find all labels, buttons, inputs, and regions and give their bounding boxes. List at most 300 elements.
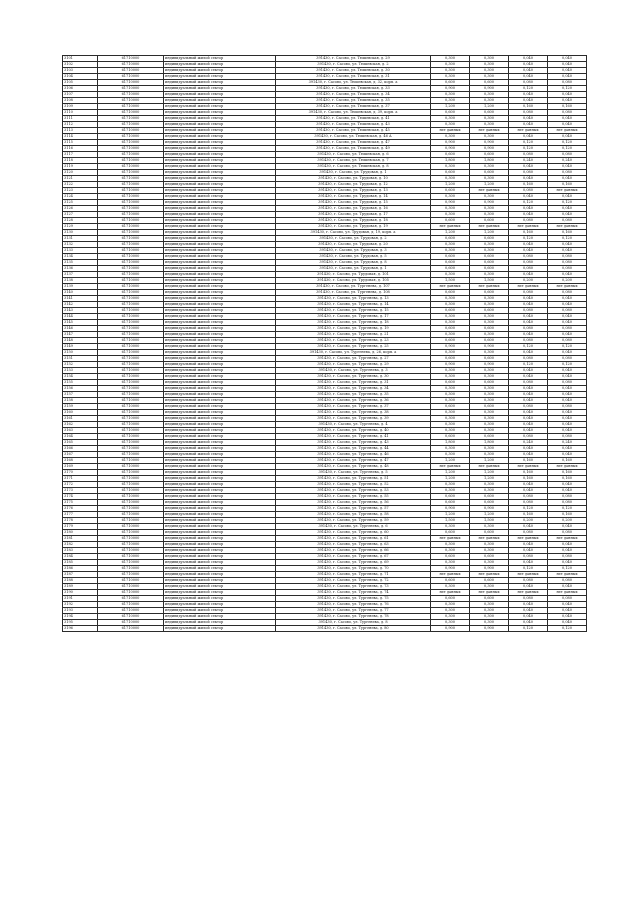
- okato-code-cell: 61710000: [98, 182, 164, 188]
- value-1-cell: нет данных: [431, 284, 470, 290]
- row-number-cell: 3157: [63, 392, 98, 398]
- address-cell: 391430, г. Сасово, ул. Тюшевская, д. 33: [276, 86, 431, 92]
- value-4-cell: 0,120: [548, 626, 587, 632]
- address-cell: 391430, г. Сасово, ул. Тургенева, д. 14: [276, 302, 431, 308]
- address-cell: 391430, г. Сасово, ул. Трудовая, д. 105: [276, 278, 431, 284]
- sector-cell: индивидуальный жилой сектор: [164, 212, 276, 218]
- value-1-cell: 0,300: [431, 122, 470, 128]
- sector-cell: индивидуальный жилой сектор: [164, 446, 276, 452]
- sector-cell: индивидуальный жилой сектор: [164, 200, 276, 206]
- value-4-cell: 0,040: [548, 176, 587, 182]
- okato-code-cell: 61710000: [98, 446, 164, 452]
- value-4-cell: 0,080: [548, 530, 587, 536]
- value-1-cell: 1,800: [431, 158, 470, 164]
- row-number-cell: 3194: [63, 614, 98, 620]
- sector-cell: индивидуальный жилой сектор: [164, 338, 276, 344]
- row-number-cell: 3103: [63, 68, 98, 74]
- value-1-cell: нет данных: [431, 536, 470, 542]
- sector-cell: индивидуальный жилой сектор: [164, 254, 276, 260]
- value-3-cell: 0,040: [509, 602, 548, 608]
- row-number-cell: 3101: [63, 56, 98, 62]
- row-number-cell: 3118: [63, 158, 98, 164]
- value-3-cell: 0,200: [509, 278, 548, 284]
- value-4-cell: 0,040: [548, 386, 587, 392]
- row-number-cell: 3150: [63, 350, 98, 356]
- value-4-cell: 0,040: [548, 398, 587, 404]
- address-cell: 391430, г. Сасово, ул. Тургенева, д. 60: [276, 530, 431, 536]
- value-2-cell: 0,300: [470, 422, 509, 428]
- okato-code-cell: 61710000: [98, 536, 164, 542]
- okato-code-cell: 61710000: [98, 122, 164, 128]
- value-2-cell: 0,900: [470, 200, 509, 206]
- sector-cell: индивидуальный жилой сектор: [164, 302, 276, 308]
- value-4-cell: 0,040: [548, 602, 587, 608]
- sector-cell: индивидуальный жилой сектор: [164, 620, 276, 626]
- sector-cell: индивидуальный жилой сектор: [164, 62, 276, 68]
- address-cell: 391430, г. Сасово, ул. Тургенева, д. 36: [276, 398, 431, 404]
- row-number-cell: 3112: [63, 122, 98, 128]
- value-2-cell: 0,300: [470, 374, 509, 380]
- row-number-cell: 3119: [63, 164, 98, 170]
- address-cell: 391430, г. Сасово, ул. Трудовая, д. 20: [276, 242, 431, 248]
- okato-code-cell: 61710000: [98, 338, 164, 344]
- value-2-cell: 1,200: [470, 470, 509, 476]
- value-4-cell: 0,120: [548, 146, 587, 152]
- value-3-cell: 0,080: [509, 578, 548, 584]
- value-2-cell: 0,600: [470, 152, 509, 158]
- row-number-cell: 3113: [63, 128, 98, 134]
- value-1-cell: 0,600: [431, 380, 470, 386]
- row-number-cell: 3163: [63, 428, 98, 434]
- sector-cell: индивидуальный жилой сектор: [164, 248, 276, 254]
- value-4-cell: нет данных: [548, 128, 587, 134]
- row-number-cell: 3169: [63, 464, 98, 470]
- value-3-cell: нет данных: [509, 128, 548, 134]
- value-1-cell: 0,600: [431, 596, 470, 602]
- address-cell: 391430, г. Сасово, ул. Тургенева, д. 52: [276, 482, 431, 488]
- sector-cell: индивидуальный жилой сектор: [164, 194, 276, 200]
- value-4-cell: 0,040: [548, 548, 587, 554]
- address-cell: 391430, г. Сасово, ул. Тюшевская, д. 32, корп. а: [276, 80, 431, 86]
- value-2-cell: 0,300: [470, 332, 509, 338]
- okato-code-cell: 61710000: [98, 356, 164, 362]
- address-cell: 391430, г. Сасово, ул. Тюшевская, д. 46 А: [276, 134, 431, 140]
- value-2-cell: 0,300: [470, 116, 509, 122]
- value-3-cell: 0,080: [509, 434, 548, 440]
- value-2-cell: 0,600: [470, 494, 509, 500]
- sector-cell: индивидуальный жилой сектор: [164, 428, 276, 434]
- okato-code-cell: 61710000: [98, 260, 164, 266]
- value-1-cell: 0,600: [431, 260, 470, 266]
- value-3-cell: 0,040: [509, 620, 548, 626]
- value-4-cell: 0,040: [548, 620, 587, 626]
- sector-cell: индивидуальный жилой сектор: [164, 482, 276, 488]
- value-1-cell: 0,300: [431, 332, 470, 338]
- address-cell: 391430, г. Сасово, ул. Трудовая, д. 2: [276, 236, 431, 242]
- value-2-cell: нет данных: [470, 224, 509, 230]
- value-2-cell: нет данных: [470, 590, 509, 596]
- okato-code-cell: 61710000: [98, 326, 164, 332]
- value-3-cell: 0,080: [509, 254, 548, 260]
- value-1-cell: 0,600: [431, 356, 470, 362]
- value-1-cell: 0,300: [431, 206, 470, 212]
- value-1-cell: 0,300: [431, 320, 470, 326]
- value-3-cell: 0,040: [509, 452, 548, 458]
- address-cell: 391430, г. Сасово, ул. Тургенева, д. 21: [276, 332, 431, 338]
- value-2-cell: нет данных: [470, 464, 509, 470]
- sector-cell: индивидуальный жилой сектор: [164, 224, 276, 230]
- row-number-cell: 3130: [63, 230, 98, 236]
- value-1-cell: 0,600: [431, 578, 470, 584]
- value-2-cell: 0,300: [470, 164, 509, 170]
- address-cell: 391430, г. Сасово, ул. Тургенева, д. 73: [276, 584, 431, 590]
- value-2-cell: 0,600: [470, 308, 509, 314]
- address-cell: 391430, г. Сасово, ул. Трудовая, д. 1: [276, 170, 431, 176]
- value-3-cell: 0,160: [509, 470, 548, 476]
- address-cell: 391430, г. Сасово, ул. Тургенева, д. 6: [276, 524, 431, 530]
- value-1-cell: 0,300: [431, 374, 470, 380]
- value-2-cell: 0,300: [470, 524, 509, 530]
- address-cell: 391430, г. Сасово, ул. Тургенева, д. 59: [276, 518, 431, 524]
- okato-code-cell: 61710000: [98, 392, 164, 398]
- sector-cell: индивидуальный жилой сектор: [164, 116, 276, 122]
- row-number-cell: 3148: [63, 338, 98, 344]
- okato-code-cell: 61710000: [98, 410, 164, 416]
- okato-code-cell: 61710000: [98, 524, 164, 530]
- address-cell: 391430, г. Сасово, ул. Тургенева, д. 5: [276, 470, 431, 476]
- value-1-cell: 1,200: [431, 512, 470, 518]
- address-cell: 391430, г. Сасово, ул. Тургенева, д. 72: [276, 578, 431, 584]
- value-1-cell: 1,200: [431, 476, 470, 482]
- okato-code-cell: 61710000: [98, 218, 164, 224]
- sector-cell: индивидуальный жилой сектор: [164, 518, 276, 524]
- value-3-cell: 0,040: [509, 482, 548, 488]
- row-number-cell: 3136: [63, 266, 98, 272]
- value-1-cell: 0,600: [431, 404, 470, 410]
- value-3-cell: 0,040: [509, 134, 548, 140]
- sector-cell: индивидуальный жилой сектор: [164, 596, 276, 602]
- value-1-cell: 0,600: [431, 434, 470, 440]
- okato-code-cell: 61710000: [98, 500, 164, 506]
- value-3-cell: 0,040: [509, 584, 548, 590]
- value-4-cell: 0,040: [548, 98, 587, 104]
- address-cell: 391430, г. Сасово, ул. Трудовая, д. 15: [276, 200, 431, 206]
- value-4-cell: 0,040: [548, 416, 587, 422]
- value-2-cell: нет данных: [470, 572, 509, 578]
- address-cell: 391430, г. Сасово, ул. Тургенева, д. 67: [276, 554, 431, 560]
- address-cell: 391430, г. Сасово, ул. Тургенева, д. 107: [276, 284, 431, 290]
- okato-code-cell: 61710000: [98, 482, 164, 488]
- value-3-cell: 0,120: [509, 344, 548, 350]
- value-2-cell: 0,900: [470, 86, 509, 92]
- value-1-cell: 0,300: [431, 212, 470, 218]
- address-cell: 391430, г. Сасово, ул. Тургенева, д. 56: [276, 500, 431, 506]
- sector-cell: индивидуальный жилой сектор: [164, 584, 276, 590]
- value-2-cell: 0,600: [470, 338, 509, 344]
- address-cell: 391430, г. Сасово, ул. Тюшевская, д. 47: [276, 140, 431, 146]
- value-1-cell: 0,300: [431, 248, 470, 254]
- address-cell: 391430, г. Сасово, ул. Трудовая, д. 17: [276, 212, 431, 218]
- sector-cell: индивидуальный жилой сектор: [164, 98, 276, 104]
- address-cell: 391430, г. Сасово, ул. Тургенева, д. 30: [276, 374, 431, 380]
- address-cell: 391430, г. Сасово, ул. Тюшевская, д. 8: [276, 164, 431, 170]
- value-4-cell: 0,080: [548, 404, 587, 410]
- value-4-cell: 0,160: [548, 470, 587, 476]
- row-number-cell: 3102: [63, 62, 98, 68]
- row-number-cell: 3117: [63, 152, 98, 158]
- value-3-cell: 0,040: [509, 116, 548, 122]
- row-number-cell: 3175: [63, 500, 98, 506]
- value-3-cell: нет данных: [509, 536, 548, 542]
- row-number-cell: 3153: [63, 368, 98, 374]
- okato-code-cell: 61710000: [98, 422, 164, 428]
- value-1-cell: 0,300: [431, 608, 470, 614]
- address-cell: 391430, г. Сасово, ул. Тургенева, д. 78: [276, 614, 431, 620]
- value-2-cell: 0,300: [470, 320, 509, 326]
- okato-code-cell: 61710000: [98, 140, 164, 146]
- okato-code-cell: 61710000: [98, 272, 164, 278]
- sector-cell: индивидуальный жилой сектор: [164, 314, 276, 320]
- sector-cell: индивидуальный жилой сектор: [164, 242, 276, 248]
- value-3-cell: 0,040: [509, 98, 548, 104]
- value-4-cell: 0,040: [548, 428, 587, 434]
- value-2-cell: 0,600: [470, 434, 509, 440]
- address-cell: 391430, г. Сасово, ул. Трудовая, д. 10: [276, 176, 431, 182]
- sector-cell: индивидуальный жилой сектор: [164, 170, 276, 176]
- sector-cell: индивидуальный жилой сектор: [164, 572, 276, 578]
- okato-code-cell: 61710000: [98, 176, 164, 182]
- address-cell: 391430, г. Сасово, ул. Тургенева, д. 77: [276, 608, 431, 614]
- value-1-cell: 0,300: [431, 56, 470, 62]
- value-4-cell: 0,040: [548, 332, 587, 338]
- value-1-cell: 1,500: [431, 278, 470, 284]
- okato-code-cell: 61710000: [98, 242, 164, 248]
- row-number-cell: 3184: [63, 554, 98, 560]
- value-2-cell: 1,800: [470, 158, 509, 164]
- value-3-cell: 0,040: [509, 320, 548, 326]
- sector-cell: индивидуальный жилой сектор: [164, 290, 276, 296]
- value-3-cell: 0,040: [509, 488, 548, 494]
- value-3-cell: 0,080: [509, 554, 548, 560]
- address-cell: 391430, г. Сасово, ул. Трудовая, д. 16: [276, 206, 431, 212]
- okato-code-cell: 61710000: [98, 248, 164, 254]
- row-number-cell: 3126: [63, 206, 98, 212]
- value-4-cell: 0,040: [548, 74, 587, 80]
- okato-code-cell: 61710000: [98, 578, 164, 584]
- value-1-cell: 0,600: [431, 554, 470, 560]
- row-number-cell: 3186: [63, 566, 98, 572]
- okato-code-cell: 61710000: [98, 590, 164, 596]
- address-cell: 391430, г. Сасово, ул. Тургенева, д. 27: [276, 356, 431, 362]
- value-3-cell: 0,080: [509, 380, 548, 386]
- okato-code-cell: 61710000: [98, 86, 164, 92]
- sector-cell: индивидуальный жилой сектор: [164, 476, 276, 482]
- value-4-cell: 0,080: [548, 308, 587, 314]
- value-4-cell: 0,040: [548, 194, 587, 200]
- value-2-cell: 0,300: [470, 242, 509, 248]
- sector-cell: индивидуальный жилой сектор: [164, 68, 276, 74]
- okato-code-cell: 61710000: [98, 548, 164, 554]
- sector-cell: индивидуальный жилой сектор: [164, 146, 276, 152]
- sector-cell: индивидуальный жилой сектор: [164, 380, 276, 386]
- value-1-cell: 0,600: [431, 326, 470, 332]
- value-4-cell: нет данных: [548, 536, 587, 542]
- address-cell: 391430, г. Сасово, ул. Тургенева, д. 3: [276, 368, 431, 374]
- row-number-cell: 3146: [63, 326, 98, 332]
- address-cell: 391430, г. Сасово, ул. Тюшевская, д. 37: [276, 104, 431, 110]
- address-cell: 391430, г. Сасово, ул. Трудовая, д. 101: [276, 272, 431, 278]
- value-2-cell: 0,900: [470, 362, 509, 368]
- address-cell: 391430, г. Сасово, ул. Тургенева, д. 4: [276, 422, 431, 428]
- okato-code-cell: 61710000: [98, 344, 164, 350]
- value-2-cell: 0,600: [470, 110, 509, 116]
- value-4-cell: 0,040: [548, 62, 587, 68]
- value-4-cell: 0,040: [548, 584, 587, 590]
- value-1-cell: 1,800: [431, 440, 470, 446]
- value-2-cell: 0,300: [470, 212, 509, 218]
- value-3-cell: 0,040: [509, 92, 548, 98]
- value-3-cell: 0,120: [509, 626, 548, 632]
- okato-code-cell: 61710000: [98, 440, 164, 446]
- value-2-cell: 0,600: [470, 218, 509, 224]
- okato-code-cell: 61710000: [98, 362, 164, 368]
- value-2-cell: 0,300: [470, 398, 509, 404]
- address-cell: 391430, г. Сасово, ул. Тургенева, д. 108: [276, 290, 431, 296]
- address-cell: 391430, г. Сасово, ул. Трудовая, д. 12: [276, 182, 431, 188]
- value-4-cell: 0,120: [548, 362, 587, 368]
- address-cell: 391430, г. Сасово, ул. Тургенева, д. 63: [276, 542, 431, 548]
- value-4-cell: 0,120: [548, 566, 587, 572]
- value-4-cell: 0,040: [548, 122, 587, 128]
- okato-code-cell: 61710000: [98, 320, 164, 326]
- value-2-cell: 0,300: [470, 620, 509, 626]
- value-1-cell: 0,300: [431, 98, 470, 104]
- value-2-cell: 0,300: [470, 452, 509, 458]
- address-cell: 391430, г. Сасово, ул. Трудовая, д. 14: [276, 194, 431, 200]
- value-3-cell: нет данных: [509, 464, 548, 470]
- row-number-cell: 3154: [63, 374, 98, 380]
- okato-code-cell: 61710000: [98, 620, 164, 626]
- value-1-cell: 0,300: [431, 428, 470, 434]
- value-4-cell: 0,120: [548, 140, 587, 146]
- value-2-cell: 0,600: [470, 266, 509, 272]
- address-cell: 391430, г. Сасово, ул. Тургенева, д. 18: [276, 320, 431, 326]
- okato-code-cell: 61710000: [98, 428, 164, 434]
- sector-cell: индивидуальный жилой сектор: [164, 278, 276, 284]
- row-number-cell: 3104: [63, 74, 98, 80]
- value-3-cell: 0,040: [509, 422, 548, 428]
- value-1-cell: 1,200: [431, 470, 470, 476]
- sector-cell: индивидуальный жилой сектор: [164, 542, 276, 548]
- value-1-cell: 0,900: [431, 200, 470, 206]
- value-1-cell: 0,300: [431, 488, 470, 494]
- sector-cell: индивидуальный жилой сектор: [164, 104, 276, 110]
- value-3-cell: 0,040: [509, 248, 548, 254]
- value-3-cell: 0,040: [509, 392, 548, 398]
- row-number-cell: 3156: [63, 386, 98, 392]
- okato-code-cell: 61710000: [98, 518, 164, 524]
- row-number-cell: 3125: [63, 200, 98, 206]
- value-3-cell: 0,040: [509, 416, 548, 422]
- sector-cell: индивидуальный жилой сектор: [164, 434, 276, 440]
- okato-code-cell: 61710000: [98, 254, 164, 260]
- value-1-cell: 0,300: [431, 416, 470, 422]
- address-cell: 391430, г. Сасово, ул. Тургенева, д. 44: [276, 446, 431, 452]
- value-1-cell: 0,900: [431, 566, 470, 572]
- value-3-cell: 0,040: [509, 446, 548, 452]
- value-4-cell: 0,120: [548, 200, 587, 206]
- value-2-cell: 0,300: [470, 194, 509, 200]
- value-3-cell: 0,040: [509, 206, 548, 212]
- okato-code-cell: 61710000: [98, 626, 164, 632]
- value-1-cell: 0,900: [431, 362, 470, 368]
- sector-cell: индивидуальный жилой сектор: [164, 470, 276, 476]
- row-number-cell: 3177: [63, 512, 98, 518]
- row-number-cell: 3128: [63, 218, 98, 224]
- sector-cell: индивидуальный жилой сектор: [164, 422, 276, 428]
- address-cell: 391430, г. Сасово, ул. Тургенева, д. 40: [276, 428, 431, 434]
- sector-cell: индивидуальный жилой сектор: [164, 236, 276, 242]
- value-1-cell: 0,300: [431, 560, 470, 566]
- okato-code-cell: 61710000: [98, 350, 164, 356]
- table-row: [63, 626, 587, 632]
- sector-cell: индивидуальный жилой сектор: [164, 362, 276, 368]
- okato-code-cell: 61710000: [98, 152, 164, 158]
- value-2-cell: 0,600: [470, 356, 509, 362]
- value-3-cell: 0,160: [509, 476, 548, 482]
- address-cell: 391430, г. Сасово, ул. Тюшевская, д. 31: [276, 74, 431, 80]
- sector-cell: индивидуальный жилой сектор: [164, 260, 276, 266]
- value-1-cell: нет данных: [431, 128, 470, 134]
- value-3-cell: 0,040: [509, 560, 548, 566]
- value-3-cell: 0,080: [509, 170, 548, 176]
- okato-code-cell: 61710000: [98, 266, 164, 272]
- sector-cell: индивидуальный жилой сектор: [164, 608, 276, 614]
- okato-code-cell: 61710000: [98, 386, 164, 392]
- address-cell: 391430, г. Сасово, ул. Тюшевская, д. 35: [276, 98, 431, 104]
- row-number-cell: 3110: [63, 110, 98, 116]
- sector-cell: индивидуальный жилой сектор: [164, 416, 276, 422]
- value-1-cell: 0,300: [431, 422, 470, 428]
- value-4-cell: 0,040: [548, 410, 587, 416]
- row-number-cell: 3179: [63, 524, 98, 530]
- row-number-cell: 3127: [63, 212, 98, 218]
- row-number-cell: 3151: [63, 356, 98, 362]
- row-number-cell: 3178: [63, 518, 98, 524]
- value-3-cell: 0,080: [509, 500, 548, 506]
- value-1-cell: 0,300: [431, 392, 470, 398]
- okato-code-cell: 61710000: [98, 416, 164, 422]
- address-cell: 391430, г. Сасово, ул. Трудовая, д. 5: [276, 254, 431, 260]
- value-4-cell: нет данных: [548, 464, 587, 470]
- sector-cell: индивидуальный жилой сектор: [164, 602, 276, 608]
- value-1-cell: 1,200: [431, 104, 470, 110]
- address-cell: 391430, г. Сасово, ул. Тургенева, д. 74: [276, 590, 431, 596]
- value-4-cell: 0,040: [548, 422, 587, 428]
- sector-cell: индивидуальный жилой сектор: [164, 458, 276, 464]
- value-1-cell: 0,300: [431, 614, 470, 620]
- value-3-cell: 0,200: [509, 518, 548, 524]
- row-number-cell: 3105: [63, 80, 98, 86]
- address-cell: 391430, г. Сасово, ул. Тургенева, д. 19: [276, 326, 431, 332]
- address-cell: 391430, г. Сасово, ул. Тургенева, д. 17: [276, 314, 431, 320]
- value-2-cell: 1,200: [470, 512, 509, 518]
- row-number-cell: 3111: [63, 116, 98, 122]
- address-cell: 391430, г. Сасово, ул. Трудовая, д. 19, корп. а: [276, 230, 431, 236]
- address-cell: 391430, г. Сасово, ул. Трудовая, д. 18: [276, 218, 431, 224]
- value-2-cell: 0,300: [470, 428, 509, 434]
- address-cell: 391430, г. Сасово, ул. Тургенева, д. 34: [276, 386, 431, 392]
